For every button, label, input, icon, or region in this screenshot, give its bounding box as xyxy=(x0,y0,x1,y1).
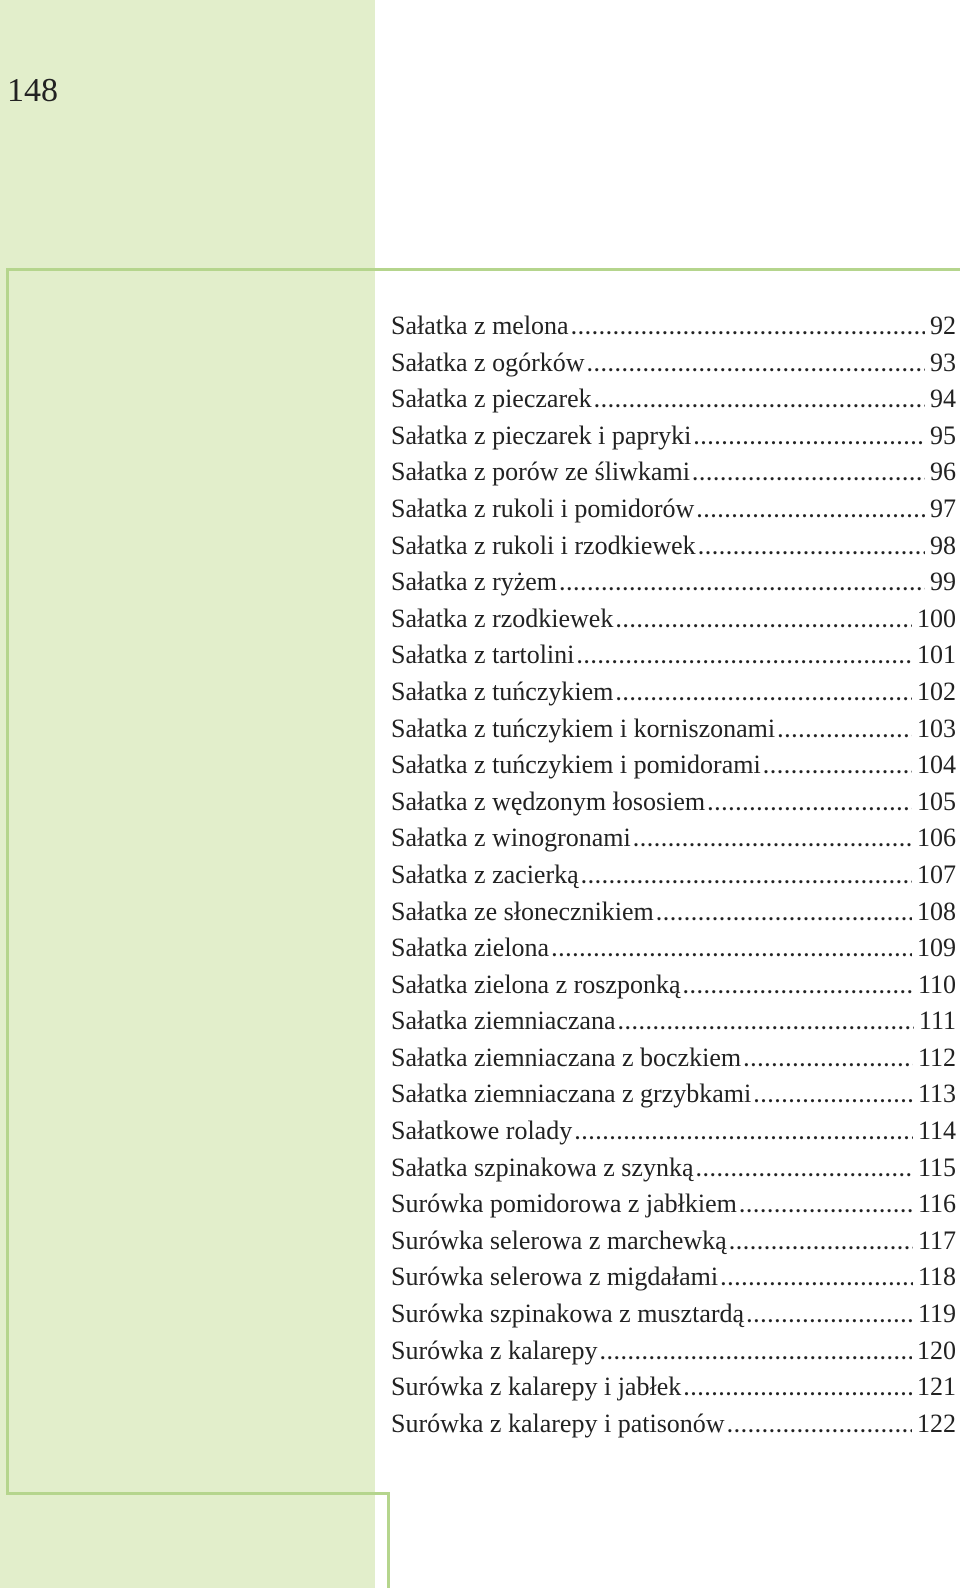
toc-dot-leader xyxy=(696,494,925,524)
toc-dot-leader xyxy=(615,604,912,634)
toc-entry xyxy=(391,640,956,677)
toc-dot-leader xyxy=(599,1336,912,1366)
toc-entry-title: Surówka pomidorowa z jabłkiem xyxy=(391,1189,737,1219)
toc-entry-title: Sałatka z rukoli i pomidorów xyxy=(391,493,695,523)
toc-entry-page: 94 xyxy=(930,384,956,414)
toc-entry-title: Surówka selerowa z marchewką xyxy=(391,1225,727,1255)
toc-dot-leader xyxy=(594,384,925,414)
toc-dot-leader xyxy=(587,348,925,378)
toc-entry xyxy=(391,970,956,1007)
toc-dot-leader xyxy=(746,1299,913,1329)
toc-entry-page: 105 xyxy=(917,786,956,816)
table-of-contents xyxy=(391,311,956,1445)
side-panel-background xyxy=(0,0,375,1588)
toc-entry-title: Surówka selerowa z migdałami xyxy=(391,1262,719,1292)
toc-entry xyxy=(391,787,956,824)
toc-entry-page: 112 xyxy=(917,1042,956,1072)
toc-dot-leader xyxy=(739,1189,913,1219)
toc-entry-title: Surówka z kalarepy i jabłek xyxy=(391,1372,682,1402)
toc-entry xyxy=(391,531,956,568)
toc-entry-page: 110 xyxy=(917,969,956,999)
toc-entry xyxy=(391,311,956,348)
toc-dot-leader xyxy=(753,1079,913,1109)
frame-line-bottom xyxy=(6,1492,390,1495)
page-number: 148 xyxy=(7,72,58,109)
toc-entry-title: Sałatka z tartolini xyxy=(391,640,575,670)
toc-entry xyxy=(391,860,956,897)
toc-entry-page: 95 xyxy=(930,420,956,450)
toc-entry xyxy=(391,1226,956,1263)
toc-entry xyxy=(391,384,956,421)
toc-entry xyxy=(391,457,956,494)
toc-entry-page: 111 xyxy=(918,1006,956,1036)
toc-entry xyxy=(391,1299,956,1336)
toc-dot-leader xyxy=(683,1372,912,1402)
toc-entry-title: Surówka z kalarepy i patisonów xyxy=(391,1408,725,1438)
toc-entry xyxy=(391,677,956,714)
toc-entry-page: 117 xyxy=(917,1225,956,1255)
toc-entry xyxy=(391,604,956,641)
toc-dot-leader xyxy=(777,714,912,744)
toc-entry-title: Sałatka z porów ze śliwkami xyxy=(391,457,690,487)
toc-entry-page: 116 xyxy=(917,1189,956,1219)
toc-dot-leader xyxy=(763,750,912,780)
toc-entry-title: Sałatka z winogronami xyxy=(391,823,631,853)
toc-dot-leader xyxy=(571,311,925,341)
toc-entry-page: 99 xyxy=(930,567,956,597)
toc-dot-leader xyxy=(581,860,912,890)
toc-entry-title: Sałatka z rukoli i rzodkiewek xyxy=(391,530,696,560)
toc-entry xyxy=(391,823,956,860)
toc-entry-title: Sałatka z ryżem xyxy=(391,567,558,597)
toc-dot-leader xyxy=(698,531,925,561)
toc-entry-page: 122 xyxy=(917,1408,956,1438)
toc-entry-page: 93 xyxy=(930,347,956,377)
toc-entry-title: Sałatka zielona xyxy=(391,933,550,963)
toc-entry-page: 106 xyxy=(917,823,956,853)
toc-dot-leader xyxy=(615,677,912,707)
toc-dot-leader xyxy=(743,1043,913,1073)
toc-dot-leader xyxy=(729,1226,913,1256)
toc-entry-page: 104 xyxy=(917,750,956,780)
toc-entry xyxy=(391,750,956,787)
toc-entry-title: Sałatka z tuńczykiem xyxy=(391,676,614,706)
toc-entry-page: 97 xyxy=(930,493,956,523)
toc-dot-leader xyxy=(574,1116,913,1146)
toc-entry-title: Sałatka z wędzonym łososiem xyxy=(391,786,706,816)
toc-entry xyxy=(391,1189,956,1226)
toc-entry-page: 96 xyxy=(930,457,956,487)
toc-entry-page: 107 xyxy=(917,859,956,889)
toc-entry-page: 109 xyxy=(917,933,956,963)
toc-entry-title: Sałatka z ogórków xyxy=(391,347,585,377)
toc-entry xyxy=(391,897,956,934)
toc-entry-title: Sałatka z zacierką xyxy=(391,859,579,889)
toc-dot-leader xyxy=(683,970,913,1000)
toc-entry xyxy=(391,1043,956,1080)
toc-entry xyxy=(391,1336,956,1373)
toc-entry-page: 101 xyxy=(917,640,956,670)
toc-entry-title: Sałatka ze słonecznikiem xyxy=(391,896,654,926)
toc-entry-page: 115 xyxy=(917,1152,956,1182)
toc-entry-page: 119 xyxy=(917,1299,956,1329)
toc-entry-title: Sałatka z melona xyxy=(391,311,569,340)
toc-entry xyxy=(391,421,956,458)
toc-entry-title: Sałatka z rzodkiewek xyxy=(391,603,614,633)
toc-entry xyxy=(391,567,956,604)
toc-entry-page: 102 xyxy=(917,676,956,706)
toc-entry-title: Surówka z kalarepy xyxy=(391,1335,598,1365)
toc-entry-page: 98 xyxy=(930,530,956,560)
frame-line-corner xyxy=(387,1492,390,1588)
toc-entry xyxy=(391,1153,956,1190)
toc-entry-title: Sałatkowe rolady xyxy=(391,1116,573,1146)
toc-dot-leader xyxy=(720,1262,913,1292)
toc-entry-page: 118 xyxy=(917,1262,956,1292)
toc-entry xyxy=(391,1409,956,1446)
toc-entry-page: 100 xyxy=(917,603,956,633)
toc-dot-leader xyxy=(633,823,912,853)
toc-entry-title: Sałatka z tuńczykiem i pomidorami xyxy=(391,750,761,780)
toc-entry xyxy=(391,494,956,531)
toc-entry-title: Surówka szpinakowa z musztardą xyxy=(391,1299,745,1329)
toc-dot-leader xyxy=(576,640,912,670)
toc-dot-leader xyxy=(559,567,925,597)
toc-dot-leader xyxy=(551,933,912,963)
toc-entry-page: 120 xyxy=(917,1335,956,1365)
toc-entry xyxy=(391,714,956,751)
toc-dot-leader xyxy=(693,421,925,451)
toc-entry-page: 92 xyxy=(930,311,956,340)
toc-entry xyxy=(391,348,956,385)
toc-entry xyxy=(391,933,956,970)
toc-entry-page: 121 xyxy=(917,1372,956,1402)
frame-line-top xyxy=(6,268,960,271)
toc-entry-page: 114 xyxy=(917,1116,956,1146)
frame-line-left xyxy=(6,268,9,1495)
toc-entry-title: Sałatka ziemniaczana xyxy=(391,1006,616,1036)
toc-entry xyxy=(391,1006,956,1043)
toc-dot-leader xyxy=(727,1409,912,1439)
toc-entry-title: Sałatka szpinakowa z szynką xyxy=(391,1152,694,1182)
toc-entry-title: Sałatka z tuńczykiem i korniszonami xyxy=(391,713,776,743)
toc-entry-page: 108 xyxy=(917,896,956,926)
toc-entry-title: Sałatka ziemniaczana z boczkiem xyxy=(391,1042,742,1072)
toc-dot-leader xyxy=(617,1006,913,1036)
toc-entry-title: Sałatka ziemniaczana z grzybkami xyxy=(391,1079,752,1109)
toc-dot-leader xyxy=(696,1153,913,1183)
toc-entry-title: Sałatka z pieczarek xyxy=(391,384,592,414)
toc-entry-title: Sałatka z pieczarek i papryki xyxy=(391,420,692,450)
toc-entry xyxy=(391,1262,956,1299)
toc-entry xyxy=(391,1079,956,1116)
toc-dot-leader xyxy=(656,897,912,927)
toc-entry-page: 103 xyxy=(917,713,956,743)
toc-dot-leader xyxy=(692,457,925,487)
toc-entry-title: Sałatka zielona z roszponką xyxy=(391,969,681,999)
toc-entry xyxy=(391,1372,956,1409)
toc-entry-page: 113 xyxy=(917,1079,956,1109)
toc-entry xyxy=(391,1116,956,1153)
toc-dot-leader xyxy=(707,787,912,817)
